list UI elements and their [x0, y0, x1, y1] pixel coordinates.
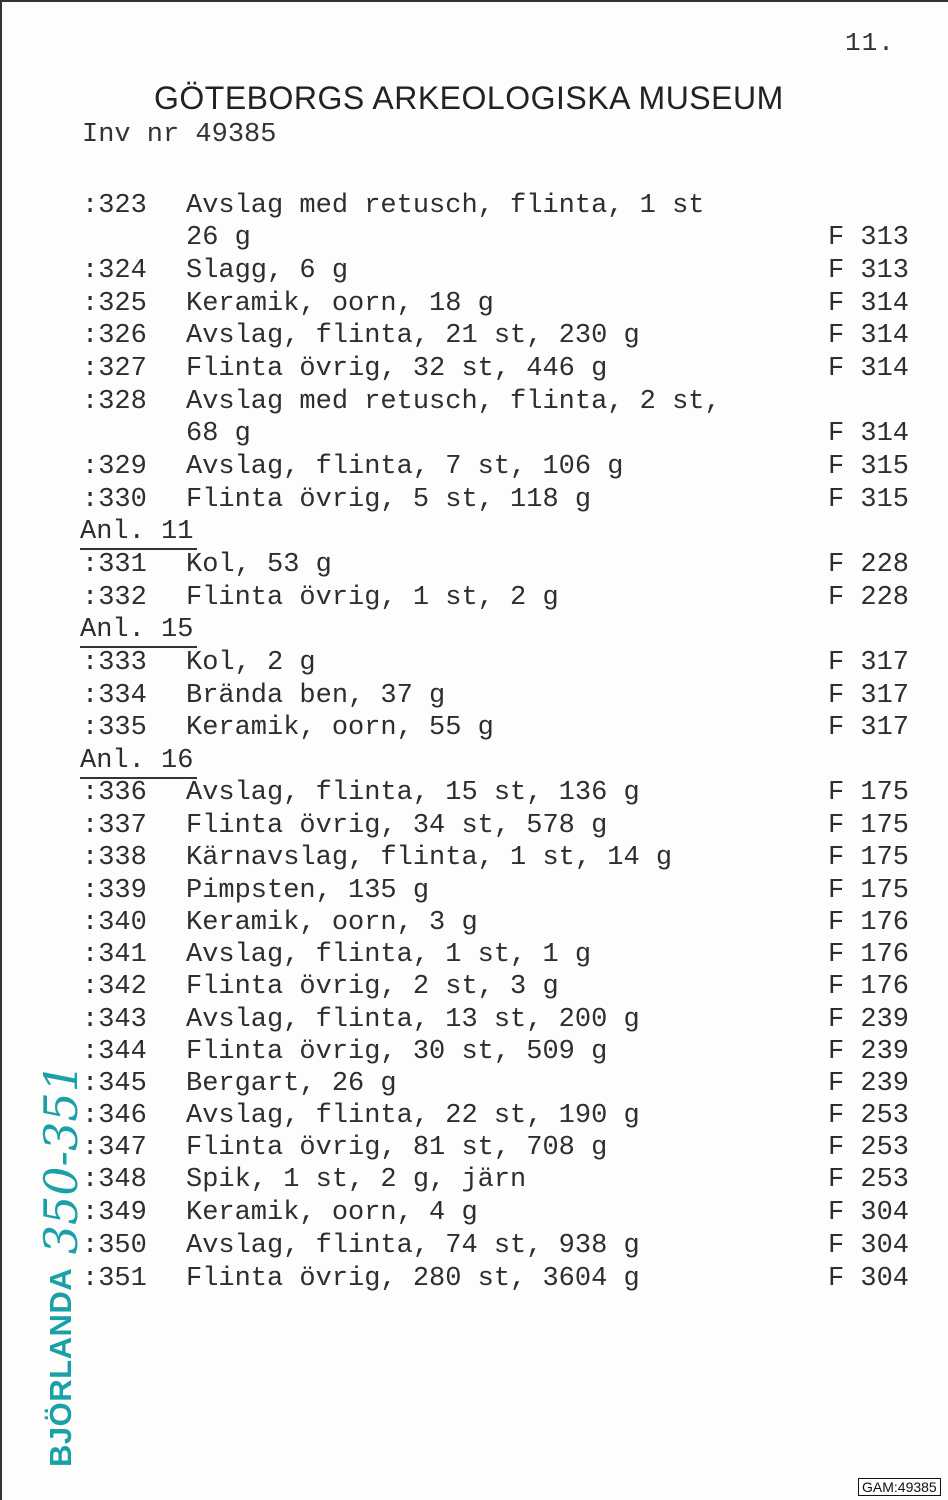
item-number: :344 — [82, 1037, 147, 1067]
item-number: :324 — [82, 256, 147, 286]
item-number: :342 — [82, 972, 147, 1002]
find-reference: F 315 — [828, 485, 910, 515]
item-number: :341 — [82, 940, 147, 970]
item-description: 68 g — [186, 419, 251, 449]
find-reference: F 176 — [828, 940, 910, 970]
item-number: :345 — [82, 1069, 147, 1099]
page-number: 11. — [845, 28, 895, 58]
item-description: Flinta övrig, 81 st, 708 g — [186, 1133, 608, 1163]
item-description: Flinta övrig, 5 st, 118 g — [186, 485, 592, 515]
item-description: Flinta övrig, 280 st, 3604 g — [186, 1264, 640, 1294]
item-description: Spik, 1 st, 2 g, järn — [186, 1165, 527, 1195]
item-description: Kol, 53 g — [186, 550, 332, 580]
item-description: Keramik, oorn, 55 g — [186, 713, 494, 743]
item-description: Avslag, flinta, 21 st, 230 g — [186, 321, 640, 351]
find-reference: F 314 — [828, 289, 910, 319]
item-description: Flinta övrig, 1 st, 2 g — [186, 583, 559, 613]
item-description: Avslag med retusch, flinta, 2 st, — [186, 387, 721, 417]
find-reference: F 304 — [828, 1198, 910, 1228]
find-reference: F 315 — [828, 452, 910, 482]
item-number: :325 — [82, 289, 147, 319]
find-reference: F 175 — [828, 811, 910, 841]
item-description: Bergart, 26 g — [186, 1069, 397, 1099]
item-number: :339 — [82, 876, 147, 906]
item-number: :336 — [82, 778, 147, 808]
item-number: :327 — [82, 354, 147, 384]
find-reference: F 313 — [828, 256, 910, 286]
item-description: Kärnavslag, flinta, 1 st, 14 g — [186, 843, 673, 873]
find-reference: F 314 — [828, 419, 910, 449]
item-number: :351 — [82, 1264, 147, 1294]
find-reference: F 313 — [828, 223, 910, 253]
item-number: :326 — [82, 321, 147, 351]
handwritten-range: 350-351 — [34, 1063, 88, 1255]
find-reference: F 228 — [828, 583, 910, 613]
place-stamp: BJÖRLANDA — [43, 1267, 78, 1467]
find-reference: F 253 — [828, 1165, 910, 1195]
item-number: :337 — [82, 811, 147, 841]
item-number: :346 — [82, 1101, 147, 1131]
item-number: :334 — [82, 681, 147, 711]
find-reference: F 239 — [828, 1069, 910, 1099]
find-reference: F 317 — [828, 713, 910, 743]
side-annotation — [34, 1063, 88, 1467]
item-description: 26 g — [186, 223, 251, 253]
item-number: :347 — [82, 1133, 147, 1163]
find-reference: F 175 — [828, 876, 910, 906]
find-reference: F 314 — [828, 354, 910, 384]
find-reference: F 304 — [828, 1231, 910, 1261]
item-number: :340 — [82, 908, 147, 938]
item-number: :328 — [82, 387, 147, 417]
item-description: Avslag, flinta, 7 st, 106 g — [186, 452, 624, 482]
section-heading: Anl. 15 — [80, 614, 197, 648]
item-description: Flinta övrig, 30 st, 509 g — [186, 1037, 608, 1067]
item-description: Avslag, flinta, 22 st, 190 g — [186, 1101, 640, 1131]
item-description: Keramik, oorn, 3 g — [186, 908, 478, 938]
institution-title: GÖTEBORGS ARKEOLOGISKA MUSEUM — [154, 80, 784, 116]
find-reference: F 314 — [828, 321, 910, 351]
find-reference: F 176 — [828, 972, 910, 1002]
item-number: :349 — [82, 1198, 147, 1228]
item-number: :333 — [82, 648, 147, 678]
item-description: Avslag, flinta, 74 st, 938 g — [186, 1231, 640, 1261]
item-description: Brända ben, 37 g — [186, 681, 446, 711]
find-reference: F 239 — [828, 1037, 910, 1067]
find-reference: F 317 — [828, 648, 910, 678]
item-number: :331 — [82, 550, 147, 580]
item-description: Avslag, flinta, 13 st, 200 g — [186, 1005, 640, 1035]
item-number: :350 — [82, 1231, 147, 1261]
find-reference: F 304 — [828, 1264, 910, 1294]
item-description: Pimpsten, 135 g — [186, 876, 430, 906]
item-description: Flinta övrig, 32 st, 446 g — [186, 354, 608, 384]
item-number: :330 — [82, 485, 147, 515]
item-number: :323 — [82, 191, 147, 221]
item-description: Keramik, oorn, 4 g — [186, 1198, 478, 1228]
find-reference: F 239 — [828, 1005, 910, 1035]
inventory-number: Inv nr 49385 — [82, 120, 277, 150]
find-reference: F 253 — [828, 1101, 910, 1131]
item-number: :335 — [82, 713, 147, 743]
section-heading: Anl. 11 — [80, 516, 197, 550]
find-reference: F 253 — [828, 1133, 910, 1163]
find-reference: F 228 — [828, 550, 910, 580]
item-number: :338 — [82, 843, 147, 873]
item-description: Avslag, flinta, 1 st, 1 g — [186, 940, 592, 970]
item-description: Avslag, flinta, 15 st, 136 g — [186, 778, 640, 808]
find-reference: F 176 — [828, 908, 910, 938]
find-reference: F 175 — [828, 843, 910, 873]
item-description: Flinta övrig, 2 st, 3 g — [186, 972, 559, 1002]
item-number: :343 — [82, 1005, 147, 1035]
item-description: Flinta övrig, 34 st, 578 g — [186, 811, 608, 841]
item-description: Keramik, oorn, 18 g — [186, 289, 494, 319]
item-description: Kol, 2 g — [186, 648, 316, 678]
item-description: Slagg, 6 g — [186, 256, 349, 286]
item-description: Avslag med retusch, flinta, 1 st — [186, 191, 705, 221]
item-number: :332 — [82, 583, 147, 613]
section-heading: Anl. 16 — [80, 745, 197, 779]
find-reference: F 175 — [828, 778, 910, 808]
item-number: :348 — [82, 1165, 147, 1195]
archive-id-label: GAM:49385 — [858, 1478, 941, 1496]
find-reference: F 317 — [828, 681, 910, 711]
item-number: :329 — [82, 452, 147, 482]
